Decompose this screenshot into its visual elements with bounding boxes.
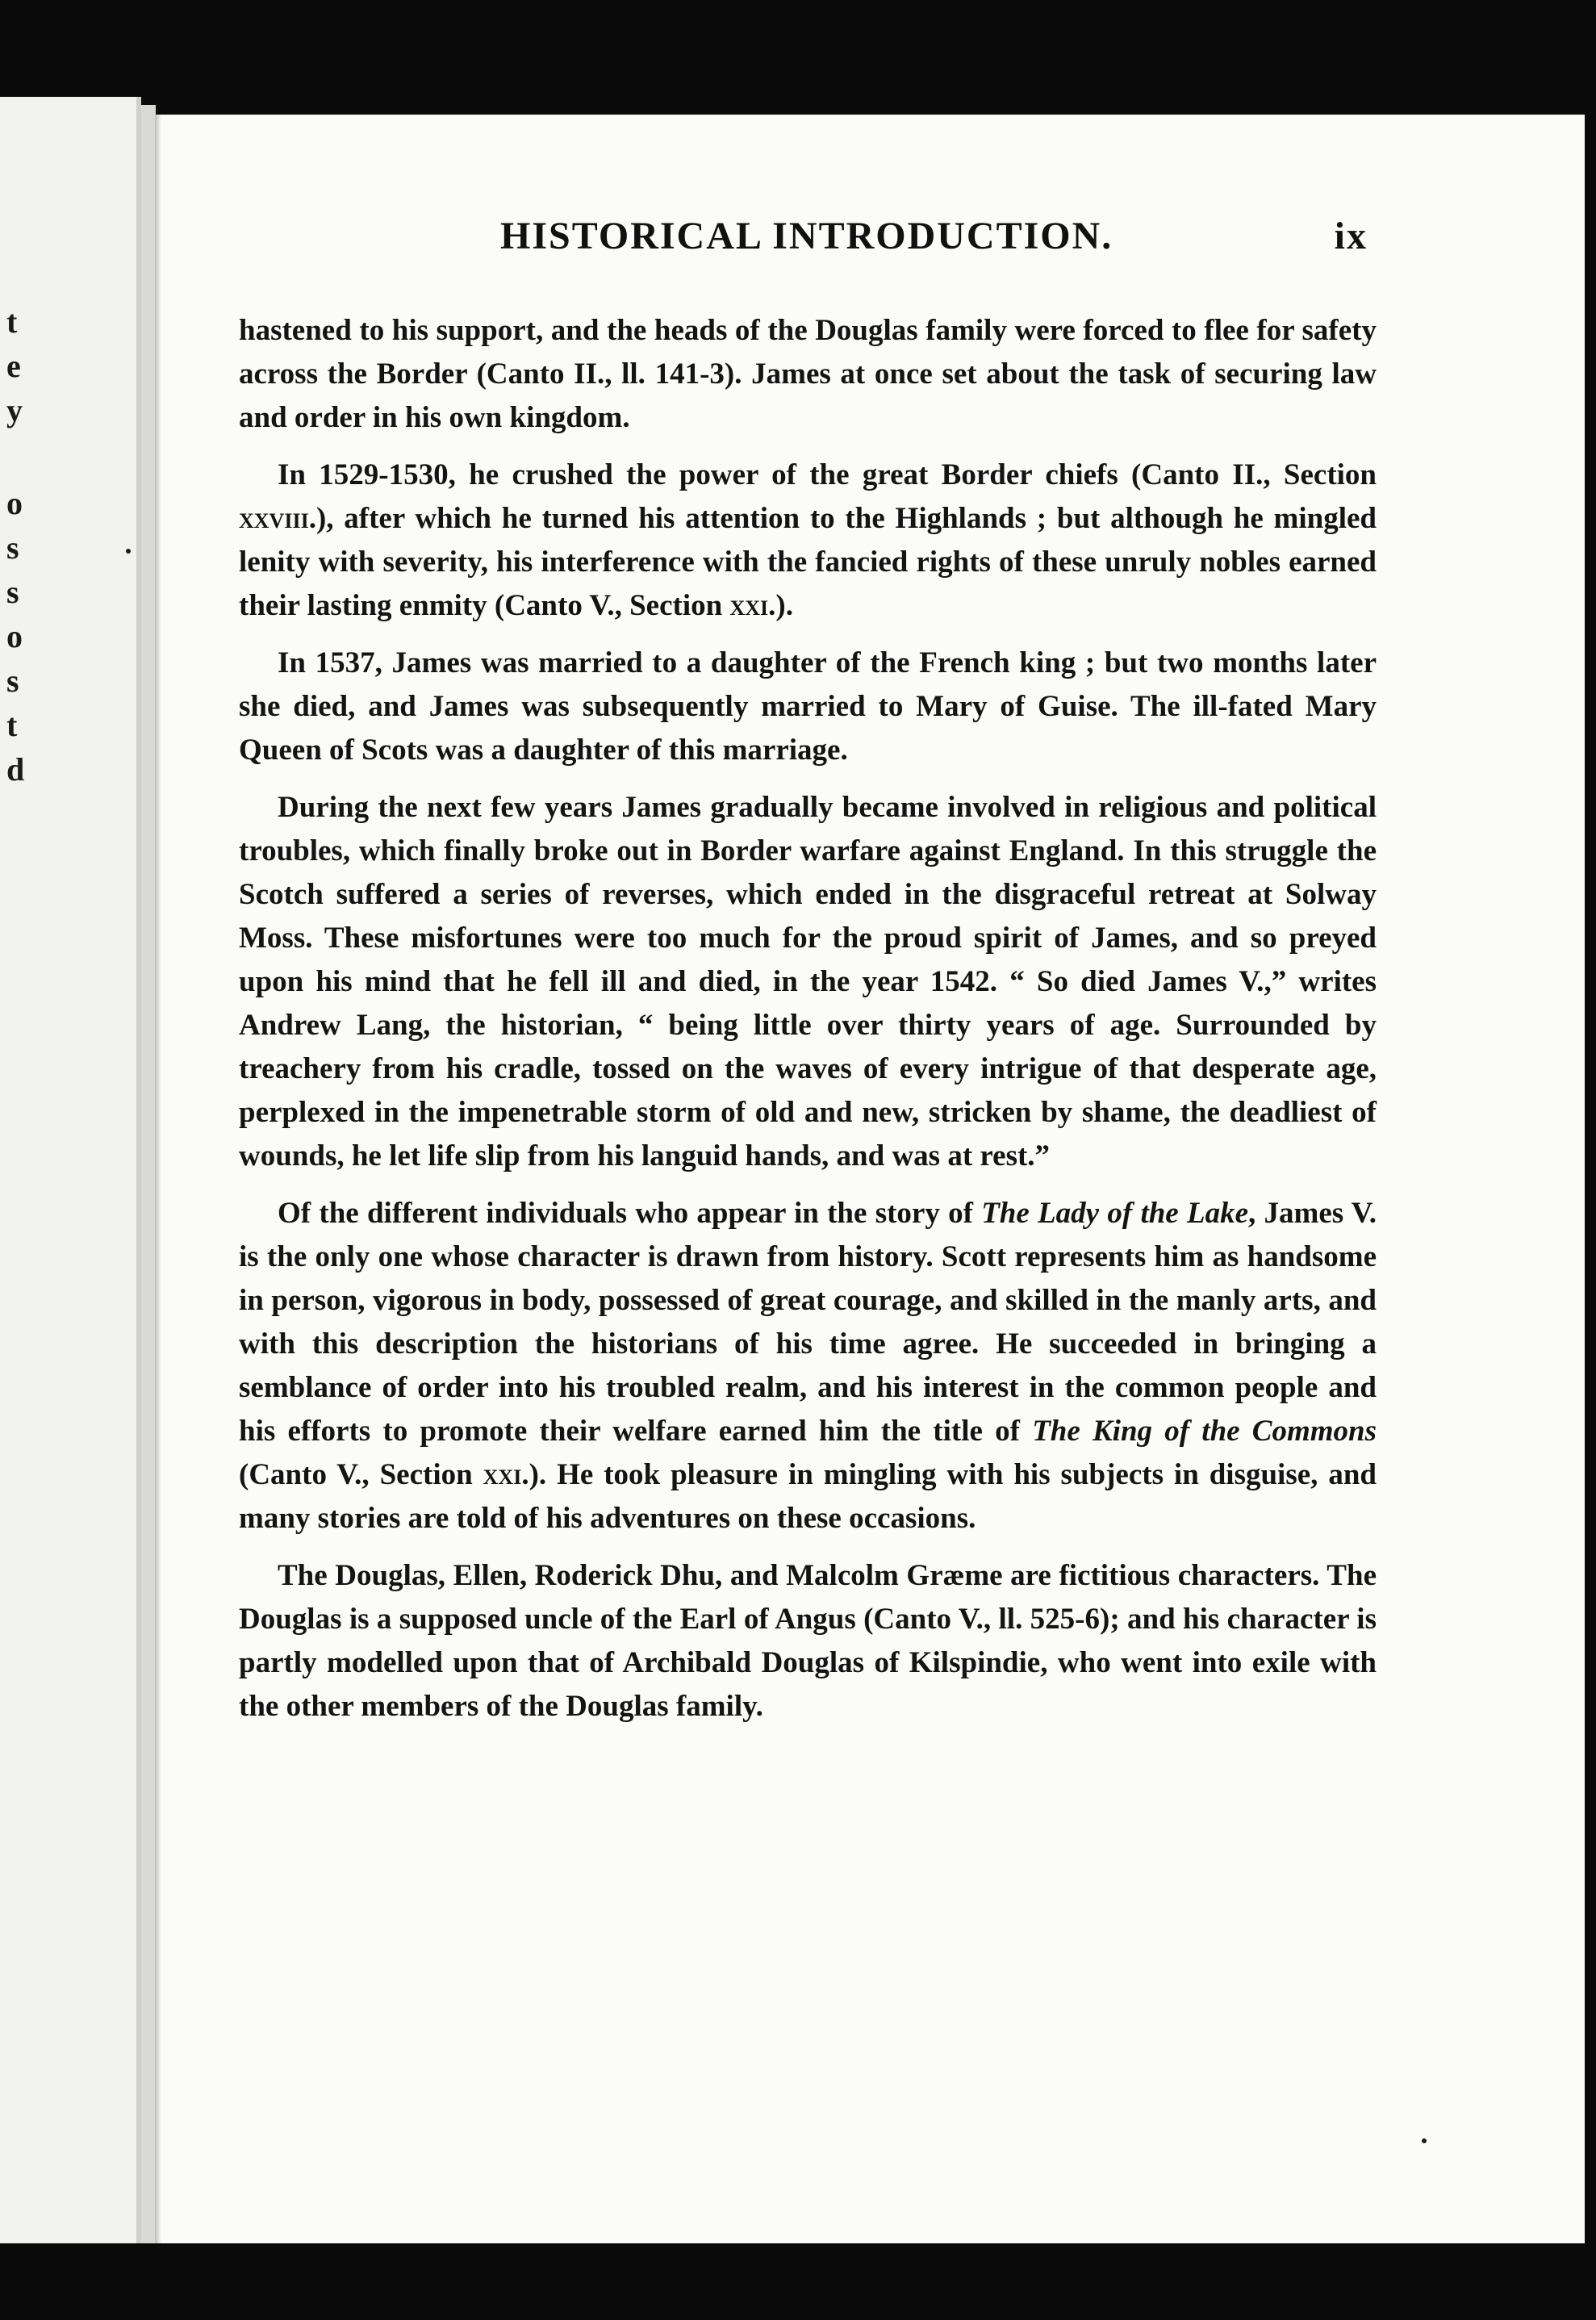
body-text	[239, 309, 1377, 1742]
margin-char: s	[6, 574, 19, 610]
margin-char: o	[6, 485, 23, 521]
page-title: HISTORICAL INTRODUCTION.	[500, 215, 1113, 257]
paragraph: Of the different individuals who appear in the story of The Lady of the Lake, James V. is the only one whose character is drawn from history. Scott represents him as handsome in person, vigorous in body, possessed of great courage, and skilled in the manly arts, and with this description the historians of his time agree. He succeeded in bringing a semblance of order into his troubled realm, and his interest in the common people and his efforts to promote their welfare earned him the title of The King of the Commons (Canto V., Section xxi.). He took pleasure in mingling with his subjects in disguise, and many stories are told of his adventures on these occasions.	[239, 1197, 1377, 1535]
margin-char: y	[6, 392, 23, 428]
page-number: ix	[1334, 215, 1368, 257]
paragraph: During the next few years James gradually became involved in religious and political troubles, which finally broke out in Border warfare against England. In this struggle the Scotch suffered a series of reverses, which ended in the disgraceful retreat at Solway Moss. These misfortunes were too much for the proud spirit of James, and so preyed upon his mind that he fell ill and died, in the year 1542. “ So died James V.,” writes Andrew Lang, the historian, “ being little over thirty years of age. Surrounded by treachery from his cradle, tossed on the waves of every intrigue of that desperate age, perplexed in the impenetrable storm of old and new, stricken by shame, the deadliest of wounds, he let life slip from his languid hands, and was at rest.”	[239, 791, 1377, 1173]
margin-char: t	[6, 707, 18, 743]
book-gutter	[141, 105, 156, 2243]
paragraph: In 1537, James was married to a daughter of the French king ; but two months later she died, and James was subsequently married to Mary of Guise. The ill-fated Mary Queen of Scots was a daughter of this marriage.	[239, 646, 1377, 767]
margin-char: s	[6, 663, 19, 699]
margin-char: o	[6, 618, 23, 654]
margin-char: d	[6, 751, 25, 788]
margin-char: s	[6, 529, 19, 566]
scan-speck	[126, 549, 131, 554]
margin-char: e	[6, 348, 21, 384]
facing-page-edge	[0, 97, 141, 2243]
paragraph: hastened to his support, and the heads of the Douglas family were forced to flee for safety across the Border (Canto II., ll. 141-3). James at once set about the task of securing law and order in his own kingdom.	[239, 314, 1377, 434]
paragraph: The Douglas, Ellen, Roderick Dhu, and Malcolm Græme are fictitious characters. The Douglas is a supposed uncle of the Earl of Angus (Canto V., ll. 525-6); and his character is partly modelled upon that of Archibald Douglas of Kilspindie, who went into exile with the other members of the Douglas family.	[239, 1559, 1377, 1723]
scan-speck	[1422, 2138, 1427, 2143]
page-gutter-shadow	[155, 115, 161, 2243]
paragraph: In 1529-1530, he crushed the power of the great Border chiefs (Canto II., Section xxviii.), after which he turned his attention to the Highlands ; but although he mingled lenity with severity, his interference with the fancied rights of these unruly nobles earned their lasting enmity (Canto V., Section xxi.).	[239, 458, 1377, 622]
margin-char: t	[6, 303, 18, 340]
